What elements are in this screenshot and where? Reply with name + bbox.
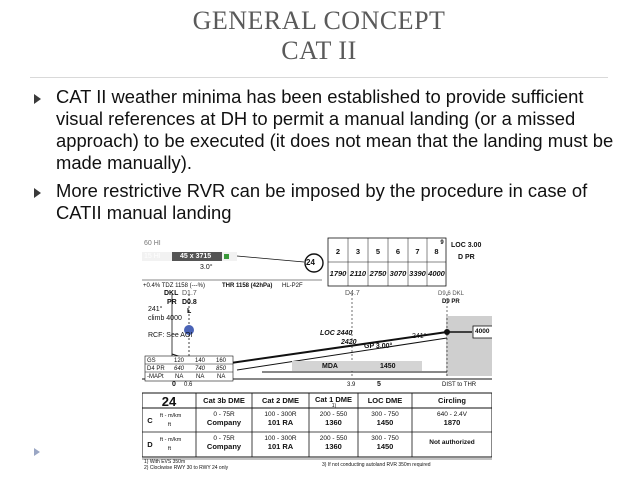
bullet-arrow-icon xyxy=(34,188,41,198)
gs-cell: GS xyxy=(147,358,156,364)
dist-tick: 0.6 xyxy=(184,382,193,388)
top-value-cell: 1790 xyxy=(329,269,347,278)
gs-cell: 120 xyxy=(174,358,185,364)
gp-label: GP 3.00° xyxy=(364,343,393,350)
tdz-label: +0.4% TDZ 1158 (---%) xyxy=(143,283,205,289)
minima-cell: 200 - 550 1360 xyxy=(319,411,348,427)
minima-cell: 0 - 75R Company xyxy=(206,411,242,427)
gs-cell: -MAPt xyxy=(147,374,164,380)
minima-cat: C xyxy=(147,416,153,425)
fap-alt-label: 4000 xyxy=(475,328,490,335)
gs-cell: 850 xyxy=(216,366,227,372)
dist-tick: 5 xyxy=(377,381,381,388)
thr-label: THR 1158 (42hPa) xyxy=(222,283,273,289)
top-value-cell: 3070 xyxy=(389,269,407,278)
approach-chart-excerpt xyxy=(142,236,492,475)
ils-dimensions: 45 x 3715 xyxy=(180,253,212,260)
fix-l-name: L xyxy=(187,308,192,315)
slide-title-line1: GENERAL CONCEPT xyxy=(192,6,446,35)
minima-cell: 300 - 750 1450 xyxy=(371,411,399,427)
mda-alt-label: 1450 xyxy=(380,363,396,370)
minima-header: Cat 1 DME xyxy=(314,395,353,404)
fix-d08-sub: D0.8 xyxy=(182,299,197,306)
minima-unit: ft - m/km xyxy=(160,413,182,419)
minima-unit: ft xyxy=(168,422,172,428)
top-header-cell: 7 xyxy=(415,247,420,256)
minima-header: Cat 3b DME xyxy=(203,396,245,405)
fix-d9-sub: D9 PR xyxy=(442,299,460,305)
gs-cell: NA xyxy=(175,374,184,380)
footnote: 2) Clockwise RWY 30 to RWY 24 only xyxy=(144,465,229,471)
empty-bullet-arrow-icon xyxy=(34,448,40,456)
shaded-terrain xyxy=(446,316,492,376)
dist-label: DIST to THR xyxy=(442,382,477,388)
hi-label-1: 60 HI xyxy=(144,240,161,247)
bullet-text: CAT II weather minima has been established to provide sufficient visual references at DH to permit a manual landing (or a missed approach) to be executed (it does not mean that the landing must be made manually). xyxy=(56,86,614,173)
hi-label-2: 15 HI xyxy=(144,253,161,260)
loc-box-title: LOC 3.00 xyxy=(451,242,482,249)
course-label: 241° xyxy=(148,306,163,313)
minima-cell: Not authorized xyxy=(429,439,475,446)
top-value-cell: 3390 xyxy=(409,269,426,278)
minima-cell: 640 - 2.4V 1870 xyxy=(437,411,467,427)
gs-cell: 640 xyxy=(174,366,185,372)
minima-header: Circling xyxy=(438,396,466,405)
bullet-list xyxy=(34,86,614,230)
bullet-arrow-icon xyxy=(34,94,41,104)
bullet-item xyxy=(34,180,614,224)
top-header-cell: 2 xyxy=(335,247,341,256)
minima-header-note: 1) xyxy=(331,403,337,409)
top-header-cell: 5 xyxy=(375,247,381,256)
top-value-cell: 2110 xyxy=(349,269,367,278)
gs-cell: 140 xyxy=(195,358,206,364)
bullet-item xyxy=(34,86,614,174)
hlp-label: HL-P2F xyxy=(282,283,303,289)
fix-d96-name: D9.6 DKL xyxy=(438,291,465,297)
minima-header: Cat 2 DME xyxy=(261,396,300,405)
minima-unit: ft - m/km xyxy=(160,437,182,443)
dist-tick: 3.9 xyxy=(347,382,356,388)
top-header-cell: 8 xyxy=(434,247,439,256)
title-divider xyxy=(30,77,608,78)
rcf-label: RCF: See AOI xyxy=(148,332,193,339)
dist-tick: 0 xyxy=(172,381,176,388)
minima-cell: 100 - 300R 101 RA xyxy=(264,435,297,451)
gp-course-label: 241° xyxy=(412,333,427,340)
top-header-cell: 9 xyxy=(440,240,444,246)
loc-alt-label: LOC 2440 xyxy=(320,330,353,337)
fix-dkl-sub: PR xyxy=(167,299,177,306)
top-value-cell: 4000 xyxy=(428,269,445,278)
minima-rwy: 24 xyxy=(161,394,177,409)
fix-d47-name: D4.7 xyxy=(345,290,360,297)
mda-bar xyxy=(292,361,422,371)
footnote: 1) With EVS 350m xyxy=(144,459,186,465)
glide-path-angle: 3.0° xyxy=(200,264,213,271)
slide-title-line2: CAT II xyxy=(281,36,357,65)
top-value-cell: 2750 xyxy=(369,269,387,278)
gs-cell: 160 xyxy=(216,358,227,364)
gp-alt-label: 2420 xyxy=(341,339,357,346)
top-header-cell: 3 xyxy=(355,247,361,256)
minima-cell: 200 - 550 1360 xyxy=(319,435,348,451)
minima-cell: 0 - 75R Company xyxy=(206,435,242,451)
minima-cell: 300 - 750 1450 xyxy=(371,435,399,451)
loc-box-sub: D PR xyxy=(458,254,475,261)
climb-label: climb 4000 xyxy=(148,315,182,322)
fap-icon xyxy=(444,329,450,335)
slide-title xyxy=(0,6,638,66)
gs-cell: NA xyxy=(196,374,205,380)
gs-cell: 740 xyxy=(195,366,206,372)
minima-unit: ft xyxy=(168,446,172,452)
minima-cell: 100 - 300R 101 RA xyxy=(264,411,297,427)
gs-cell: D4 PR xyxy=(147,366,165,372)
minima-header: LOC DME xyxy=(367,396,403,405)
gs-cell: NA xyxy=(217,374,226,380)
fix-dkl-name: DKL xyxy=(164,290,179,297)
bullet-text: More restrictive RVR can be imposed by the procedure in case of CATII manual landing xyxy=(56,180,588,223)
mda-label: MDA xyxy=(322,363,338,370)
minima-cat: D xyxy=(147,440,153,449)
top-header-cell: 6 xyxy=(395,247,401,256)
fix-d17-name: D1.7 xyxy=(182,290,197,297)
approach-light-icon xyxy=(224,254,229,259)
footnote: 3) If not conducting autoland RVR 350m required xyxy=(322,462,431,468)
rwy-circle-value: 24 xyxy=(306,258,315,267)
